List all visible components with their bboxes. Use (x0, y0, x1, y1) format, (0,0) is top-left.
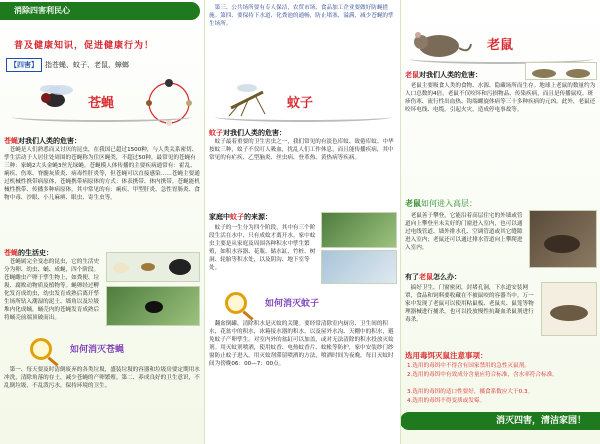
fly-life-text: 苍蝇属完全变态的昆虫，它的生活史分为卵、幼虫、蛹、成蝇，四个阶段。苍蝇雌虫产卵于孳生物上，如粪便、垃圾、腐败动物质及植物等。蝇卵经过孵化发育成幼虫，幼虫发育成熟后离开孳生场所钻入潮湿的泥土、墙角以及垃圾堆内化成蛹，蛹壳内的苍蝇发育成熟后将蛹壳前端顶破而出。 (4, 259, 100, 321)
rat-kill-text: 搞好卫生，门窗密闭，封堵孔洞，下水道安装网罩，食品和饲料要收藏在不被鼠咬的容器当中。万一家中发现了老鼠可以使用粘鼠板、老鼠夹、鼠笼等物理器械进行捕杀，也可以投放慢性抗凝血杀鼠剂进行毒杀。 (405, 285, 534, 323)
fly-eggs-image (106, 252, 200, 282)
notice-title: 选用毒饵灭鼠注意事项： (405, 351, 488, 360)
mosquito-photo-image (321, 250, 397, 284)
fly-column (0, 0, 204, 444)
rat-kill-heading: 有了老鼠怎么办： (405, 273, 461, 281)
mosquito-harm-text: 蚊子最着重要的卫生害虫之一，我们常见的有淡色库蚊、致倦库蚊、中华按蚊三种，蚊子不仅叮人吸血，扰乱人们工作休息，而且能传播疾病，其中常见的有疟疾、乙型脑炎、丝虫病、登革热、黄热病等疾病。 (209, 139, 394, 161)
notice-item: 2.选用的毒饵中有效成分含量应符合标准，含水率符合标准。 (407, 372, 558, 378)
magnifier-icon (225, 292, 247, 314)
mosquito-howto-title: 如何消灭蚊子 (265, 299, 320, 309)
rat-photo-image (529, 210, 597, 268)
header-banner: 消除四害利民心 (0, 2, 200, 20)
fly-on-plant-image (106, 286, 200, 326)
rat-harm-heading: 老鼠对我们人类的危害： (405, 71, 482, 79)
divider (12, 112, 192, 122)
mosquito-column (204, 0, 400, 444)
rat-entry-heading: 老鼠如何进入高层： (405, 199, 477, 208)
mosquito-home-heading: 家庭中蚊子的来源： (209, 213, 272, 221)
footer-banner: 消灭四害，清洁家园！ (400, 412, 600, 430)
notice-item: 3.选用的毒饵的适口性要好，摄食系数应大于0.3。 (407, 389, 534, 395)
four-pests-text: 指苍蝇、蚊子、老鼠、蟑螂 (45, 61, 129, 69)
fly-harm-text: 苍蝇是人们熟悉而又讨厌的昆虫，在我国已超过1500种，与人类关系密切、孳生活动于人居住处周围的苍蝇称为住区蝇类，不超过50种，最常见的苍蝇有三种：家蝇2大头金蝇3丝光绿蝇。苍蝇模人体传播的主要疾病通常有：霍乱、痢疾、伤寒、脊髓灰质炎、病毒性肝炎等，但苍蝇可以直接感染……苍蝇主要通过机械性携带病原体，苍蝇携带病原体的方式：体表携带、体内携带。苍蝇能机械性携带、传播多种病原体，其中常见的有：痢疾、甲型肝炎、急性胃肠炎、食物中毒、沙眼、小儿麻痹、眼虫、寄生虫等。 (4, 147, 200, 201)
mosquito-harm-heading: 蚊子对我们人类的危害： (209, 129, 286, 137)
fly-howto-text: 第一、每天要及时清倒废弃的各类垃圾，盛装垃圾的容器和垃圾房要定期用水冲洗，清除角落的存土，减少苍蝇的产卵繁殖。第二、养成良好的卫生意识，不乱倒垃圾，不乱泼污水，保持环境的卫生。 (4, 367, 200, 389)
divider (215, 112, 391, 122)
slogan: 普及健康知识，促进健康行为！ (14, 41, 155, 51)
mosquito-home-text: 蚊子的一生分为四个阶段，其中有三个阶段生活在水中，只有成蚊才离开水。家中蚊虫主要是从家庭及周围各种积水中孳生繁殖，如积水容器、花瓶、储水缸、竹桩、树洞、轮胎等积水处，以及阴沟、地下室等处。 (209, 225, 316, 271)
rat-column (400, 0, 600, 444)
four-pests-line (6, 58, 202, 72)
fly-measures-continued: 第三、公共场所要有专人保洁，农贸市场、食品加工企业要做好防蝇措施。第四、要保持下水道、化粪池的通畅，防止堵塞、溢满，减少苍蝇的孳生场所。 (209, 5, 394, 27)
rat-harm-text: 老鼠主要吸食人类的食物、水源、隐藏场所而生存。地球上老鼠的数量约为人口总数的4倍，老鼠不仅咬坏和污损物品、传染疾病，而且是传播鼠疫、斑疹伤寒、流行性出血热、钩端螺旋体病等三十多种疾病的元凶。此外，老鼠还咬坏电线、电缆，引起火灾，造成停电事故等。 (405, 83, 596, 113)
mosquito-title: 蚊子 (287, 96, 314, 111)
rat-entry-text: 老鼠善于攀登，它能沿着高层住宅的外墙或管道向上攀登至未关好的门窗进入室内，也可以通过电线管道、墙外排水孔、空调管道或其它缝隙进入室内；老鼠还可以通过排水管道向上攀爬进入室内。 (405, 213, 523, 251)
fly-life-heading: 苍蝇的生活史： (4, 249, 53, 257)
notice-item: 1.选用的毒饵中不得含有国家禁用的急性灭鼠剂。 (407, 363, 530, 369)
rat-title: 老鼠 (487, 38, 514, 53)
mosquito-larvae-image (321, 212, 397, 248)
fly-title: 苍蝇 (88, 96, 115, 111)
magnifier-icon (30, 338, 52, 360)
four-pests-tag: 【四害】 (6, 58, 42, 72)
fly-icon (28, 80, 82, 114)
fly-harm-heading: 苍蝇对我们人类的危害： (4, 137, 81, 145)
rat-illustration (525, 62, 597, 80)
rat-trap-image (541, 282, 597, 336)
notice-item: 4.选用的毒饵不得变质或发霉。 (407, 398, 486, 404)
fly-howto-title: 如何消灭苍蝇 (70, 345, 125, 355)
mosquito-howto-text: 翻盆倒罐，清除积水是灭蚊的关键。要经常清除室内厨房、卫生间的积水，花盆中的积水，冰箱接水器的积水，以及屋外水沟、天棚中的积水，避免蚊子产卵孳生。对室内外的盆缸可以加盖，或对无法清除的积水投放灭蚊剂。用灭蚊剂喷洒，使用蚊香、电热蚊香片、蚊帐等防护，家中安装纱门纱窗防止蚊子进入。用灭蚊剂滞留喷洒的方法，喷洒时间为夜晚，每日灭蚊时间为傍晚06：00—7：00点。 (209, 321, 394, 367)
